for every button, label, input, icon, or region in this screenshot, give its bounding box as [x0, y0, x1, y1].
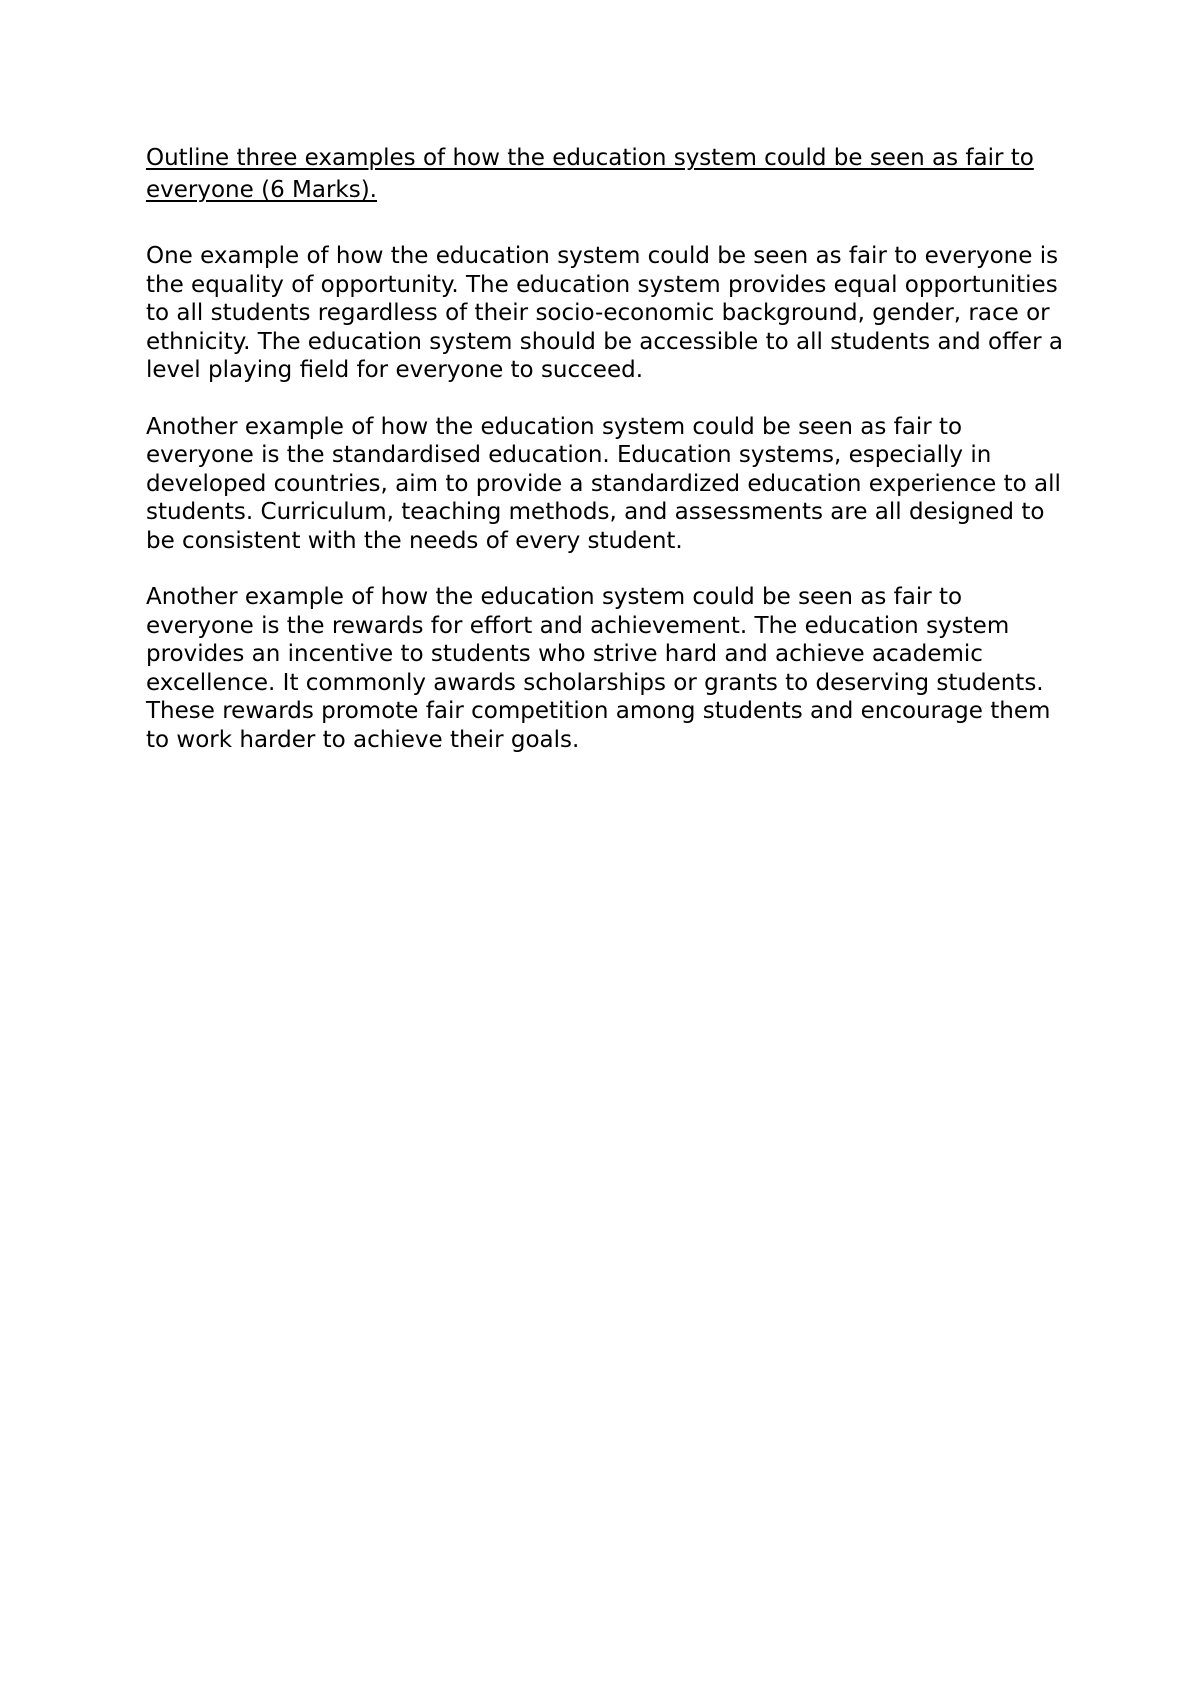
answer-paragraph-2: Another example of how the education system could be seen as fair to everyone is the standardised education. Education systems, especially in developed countries, aim to provide a standardized education experience to all students. Curriculum, teaching methods, and assessments are all designed to be consistent with the needs of every student.: [146, 413, 1061, 554]
answer-paragraph-1: One example of how the education system could be seen as fair to everyone is the equality of opportunity. The education system provides equal opportunities to all students regardless of their socio-economic background, gender, race or ethnicity. The education system should be accessible to all students and offer a level playing field for everyone to succeed.: [146, 243, 1063, 383]
document-body: [146, 142, 1076, 782]
question-heading: Outline three examples of how the education system could be seen as fair to everyone (6 Marks).: [146, 145, 1034, 203]
answer-paragraph-3: Another example of how the education system could be seen as fair to everyone is the rewards for effort and achievement. The education system provides an incentive to students who strive hard and achieve academic excellence. It commonly awards scholarships or grants to deserving students. These rewards promote fair competition among students and encourage them to work harder to achieve their goals.: [146, 584, 1051, 753]
